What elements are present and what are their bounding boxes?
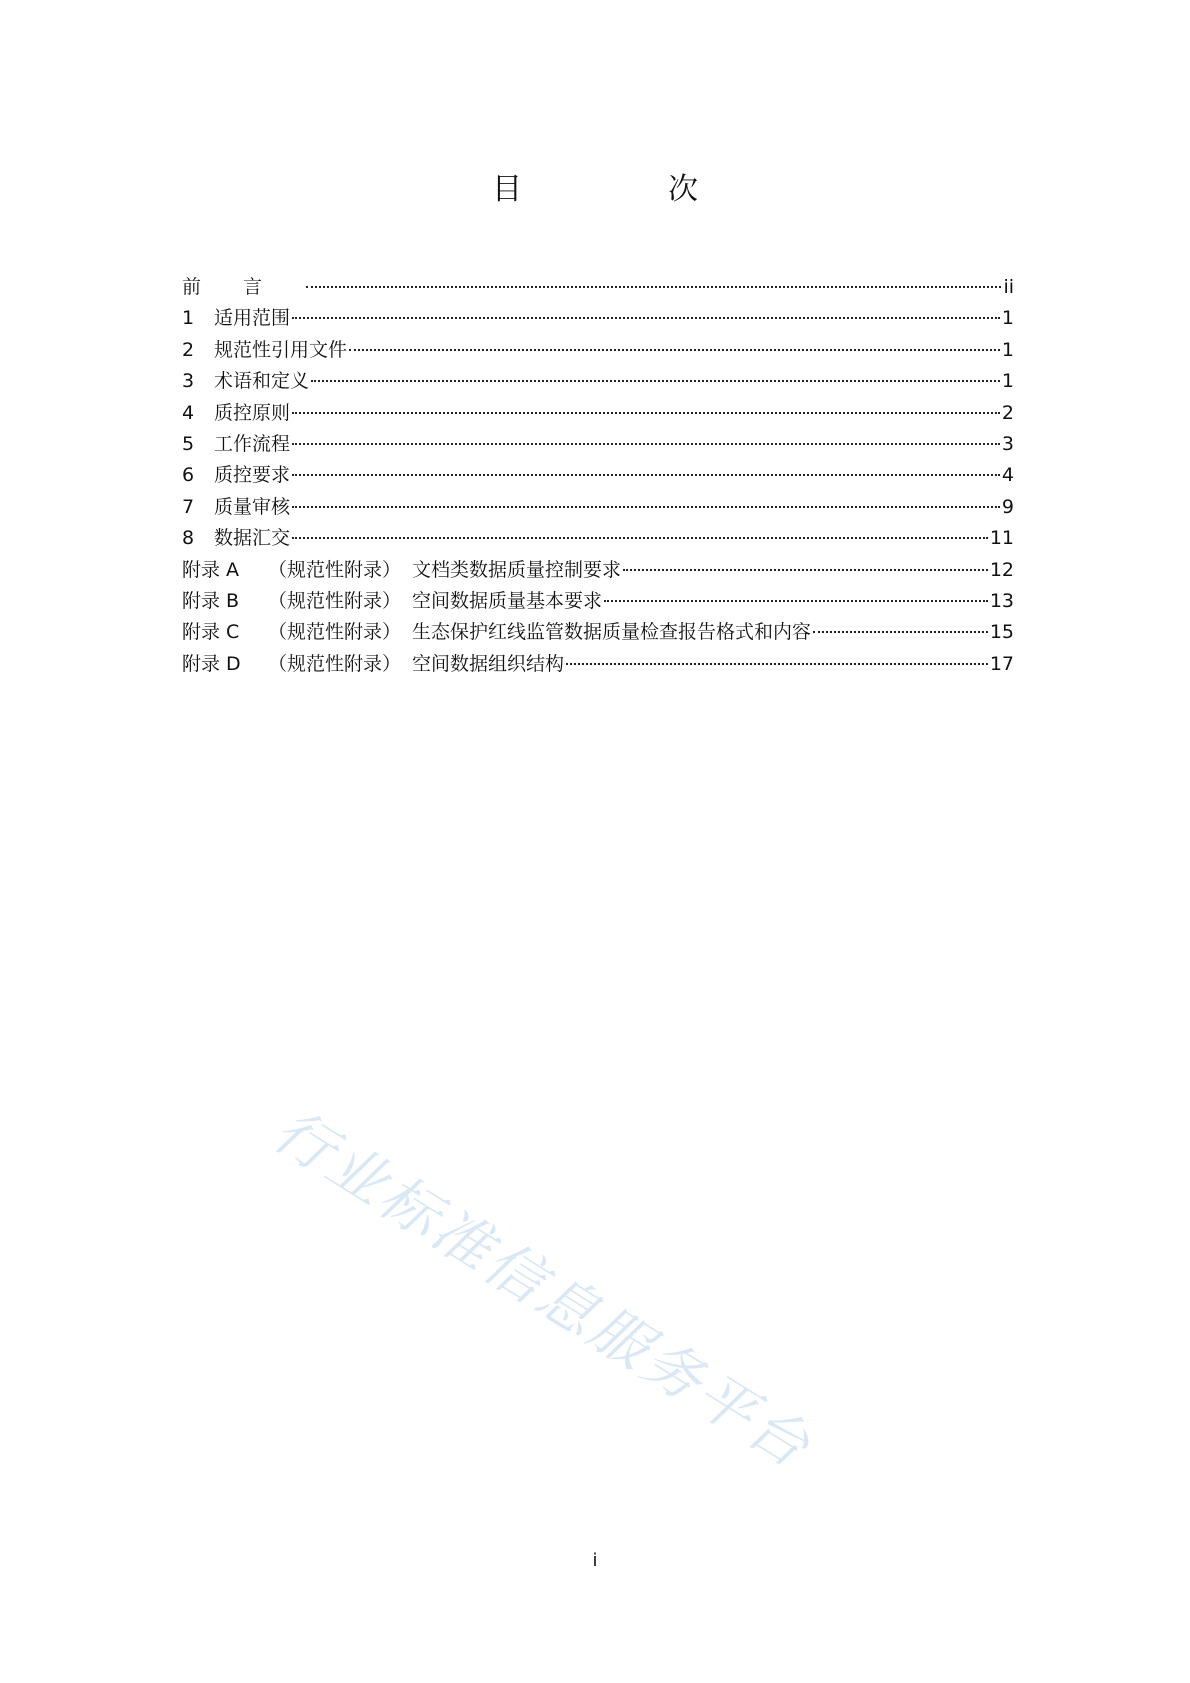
dot-leader	[566, 663, 988, 665]
dot-leader	[349, 349, 1000, 351]
dot-leader	[623, 569, 988, 571]
appendix-type: （规范性附录）	[268, 589, 402, 612]
appendix-type: （规范性附录）	[268, 621, 402, 644]
toc-section-number: 3	[182, 370, 195, 393]
appendix-code: 附录 B	[182, 589, 240, 612]
toc-section-number: 8	[182, 527, 195, 550]
appendix-type: （规范性附录）	[268, 652, 402, 675]
toc-label: 规范性引用文件	[214, 338, 348, 361]
dot-leader	[813, 631, 988, 633]
toc-section-number: 1	[182, 307, 195, 330]
dot-leader	[604, 600, 988, 602]
dot-leader	[311, 380, 1000, 382]
toc-row-appendix[interactable]	[182, 617, 1014, 648]
toc-section-number: 6	[182, 464, 195, 487]
toc-row[interactable]	[182, 523, 1014, 554]
dot-leader	[306, 286, 1001, 288]
dot-leader	[292, 443, 1000, 445]
toc-label: 前言	[182, 276, 305, 298]
toc-page-number: 9	[1001, 495, 1014, 518]
toc-page-number: 3	[1001, 432, 1014, 455]
dot-leader	[292, 537, 988, 539]
toc-label: 文档类数据质量控制要求	[412, 558, 622, 581]
appendix-code: 附录 A	[182, 558, 240, 581]
toc-page-number: 1	[1001, 307, 1014, 330]
page-number: i	[592, 1550, 598, 1571]
toc-label: 质控要求	[214, 464, 291, 487]
dot-leader	[292, 317, 1000, 319]
toc-row[interactable]	[182, 335, 1014, 366]
toc-page-number: 2	[1001, 401, 1014, 424]
toc-page-number: ii	[1003, 276, 1014, 298]
toc-label: 质控原则	[214, 401, 291, 424]
toc-page-number: 11	[989, 527, 1014, 550]
toc-row[interactable]	[182, 460, 1014, 491]
toc-row[interactable]	[182, 398, 1014, 429]
toc-label: 生态保护红线监管数据质量检查报告格式和内容	[412, 621, 812, 644]
toc-page-number: 1	[1001, 370, 1014, 393]
toc-row[interactable]	[182, 492, 1014, 523]
toc-page-number: 13	[989, 589, 1014, 612]
toc-section-number: 4	[182, 401, 195, 424]
toc-label: 空间数据组织结构	[412, 652, 565, 675]
toc-page-number: 15	[989, 621, 1014, 644]
toc-label: 数据汇交	[214, 527, 291, 550]
toc-page-number: 1	[1001, 338, 1014, 361]
table-of-contents	[182, 272, 1014, 680]
appendix-code: 附录 C	[182, 621, 240, 644]
toc-row[interactable]	[182, 366, 1014, 397]
appendix-code: 附录 D	[182, 652, 241, 675]
toc-label: 工作流程	[214, 432, 291, 455]
dot-leader	[292, 474, 1000, 476]
dot-leader	[292, 506, 1000, 508]
toc-section-number: 7	[182, 495, 195, 518]
toc-row-appendix[interactable]	[182, 555, 1014, 586]
toc-page-number: 17	[989, 652, 1014, 675]
toc-row[interactable]	[182, 303, 1014, 334]
toc-row-foreword[interactable]	[182, 272, 1014, 303]
toc-row-appendix[interactable]	[182, 586, 1014, 617]
watermark: 行业标准信息服务平台	[262, 1096, 824, 1483]
toc-section-number: 5	[182, 432, 195, 455]
toc-row-appendix[interactable]	[182, 649, 1014, 680]
toc-page-number: 12	[989, 558, 1014, 581]
toc-section-number: 2	[182, 338, 195, 361]
dot-leader	[292, 412, 1000, 414]
appendix-type: （规范性附录）	[268, 558, 402, 581]
toc-label: 质量审核	[214, 495, 291, 518]
toc-label: 适用范围	[214, 307, 291, 330]
toc-row[interactable]	[182, 429, 1014, 460]
toc-label: 术语和定义	[214, 370, 310, 393]
toc-page-number: 4	[1001, 464, 1014, 487]
toc-label: 空间数据质量基本要求	[412, 589, 603, 612]
page-title: 目 次	[492, 172, 756, 208]
